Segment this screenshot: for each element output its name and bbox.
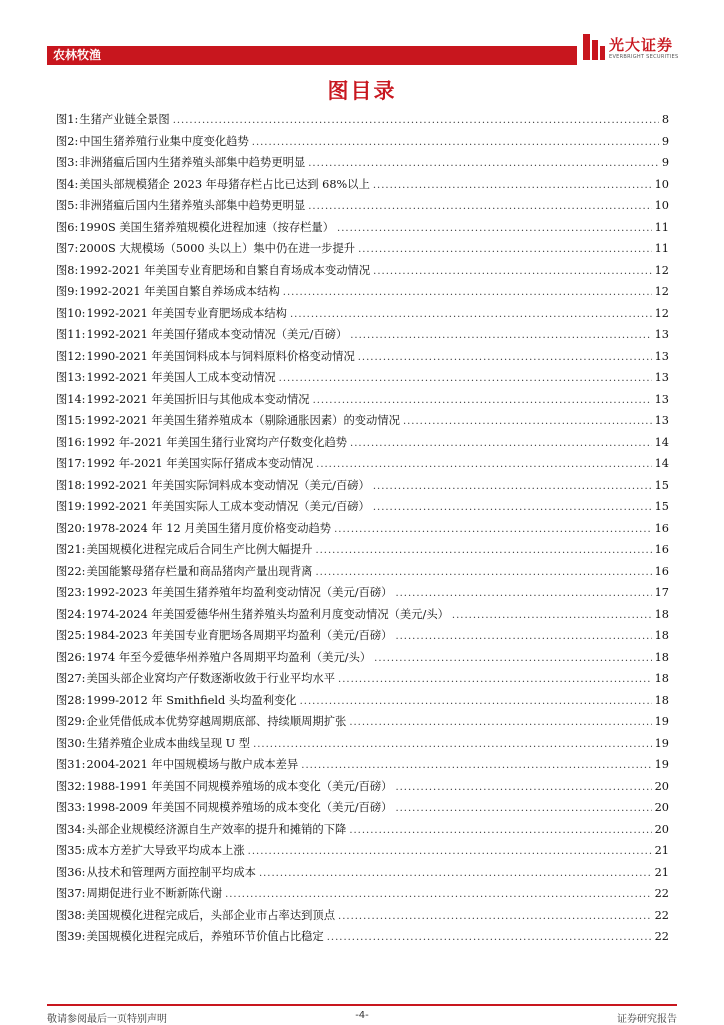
toc-figure-title: 1990S 美国生猪养殖规模化进程加速（按存栏量）	[79, 220, 335, 234]
toc-figure-label: 图8:	[56, 263, 79, 277]
toc-entry[interactable]	[56, 324, 669, 346]
toc-dot-leader	[395, 626, 651, 648]
toc-page-number: 9	[661, 134, 669, 148]
toc-figure-title: 美国规模化进程完成后合同生产比例大幅提升	[86, 543, 313, 556]
toc-page-number: 8	[661, 113, 669, 126]
toc-figure-label: 图21:	[56, 543, 86, 556]
toc-figure-label: 图3:	[56, 156, 79, 169]
toc-figure-label: 图4:	[56, 177, 79, 191]
toc-figure-title: 1992-2021 年美国专业育肥场和自繁自育场成本变动情况	[79, 263, 371, 277]
toc-dot-leader	[373, 476, 652, 498]
toc-page-number: 18	[654, 607, 669, 621]
page-footer	[47, 1000, 677, 1024]
toc-entry[interactable]	[56, 389, 669, 411]
toc-entry[interactable]	[56, 410, 669, 432]
brand-name-en: EVERBRIGHT SECURITIES	[609, 54, 679, 60]
toc-figure-title: 生猪产业链全景图	[79, 113, 170, 126]
toc-figure-title: 1999-2012 年 Smithfield 头均盈利变化	[86, 693, 297, 707]
toc-entry[interactable]	[56, 539, 669, 561]
toc-figure-title: 成本方差扩大导致平均成本上涨	[86, 844, 245, 857]
toc-figure-label: 图12:	[56, 349, 86, 363]
toc-figure-title: 1992-2021 年美国实际饲料成本变动情况（美元/百磅）	[86, 478, 370, 492]
toc-figure-title: 美国头部规模猪企 2023 年母猪存栏占比已达到 68%以上	[79, 177, 370, 191]
toc-figure-title: 2004-2021 年中国规模场与散户成本差异	[86, 758, 299, 771]
toc-figure-label: 图26:	[56, 650, 86, 664]
toc-entry[interactable]	[56, 905, 669, 927]
toc-figure-title: 1978-2024 年 12 月美国生猪月度价格变动趋势	[86, 521, 332, 535]
toc-figure-label: 图13:	[56, 371, 86, 384]
toc-dot-leader	[313, 390, 652, 412]
toc-entry[interactable]	[56, 367, 669, 389]
toc-figure-label: 图32:	[56, 779, 86, 793]
toc-figure-title: 企业凭借低成本优势穿越周期底部、持续顺周期扩张	[86, 715, 347, 728]
toc-entry[interactable]	[56, 453, 669, 475]
toc-dot-leader	[349, 820, 651, 842]
toc-page-number: 13	[654, 349, 669, 363]
toc-figure-title: 1992-2023 年美国生猪养殖年均盈利变动情况（美元/百磅）	[86, 586, 393, 599]
toc-entry[interactable]	[56, 840, 669, 862]
toc-dot-leader	[283, 282, 652, 304]
toc-figure-label: 图18:	[56, 478, 86, 492]
toc-entry[interactable]	[56, 819, 669, 841]
toc-dot-leader	[290, 304, 652, 326]
toc-page-number: 10	[654, 199, 669, 212]
brand-logo-icon	[583, 34, 605, 60]
toc-figure-label: 图22:	[56, 564, 86, 578]
toc-dot-leader	[308, 153, 659, 175]
toc-entry[interactable]	[56, 754, 669, 776]
footer-disclaimer: 敬请参阅最后一页特别声明	[47, 1014, 167, 1025]
toc-figure-title: 1984-2023 年美国专业育肥场各周期平均盈利（美元/百磅）	[86, 629, 393, 642]
toc-figure-label: 图28:	[56, 693, 86, 707]
toc-dot-leader	[403, 411, 652, 433]
toc-figure-label: 图5:	[56, 199, 79, 212]
toc-page-number: 11	[654, 242, 669, 255]
toc-entry[interactable]	[56, 862, 669, 884]
toc-figure-label: 图27:	[56, 672, 86, 685]
toc-entry[interactable]	[56, 346, 669, 368]
toc-entry[interactable]	[56, 281, 669, 303]
toc-figure-label: 图17:	[56, 457, 86, 470]
toc-dot-leader	[300, 691, 652, 713]
toc-page-number: 13	[654, 414, 669, 427]
toc-page-number: 15	[654, 478, 669, 492]
toc-figure-title: 1992-2021 年美国专业育肥场成本结构	[86, 306, 287, 320]
toc-entry[interactable]	[56, 152, 669, 174]
toc-figure-title: 美国规模化进程完成后，头部企业市占率达到顶点	[86, 908, 336, 922]
toc-dot-leader	[225, 884, 652, 906]
toc-figure-title: 1992 年-2021 年美国实际仔猪成本变动情况	[86, 457, 314, 470]
toc-dot-leader	[253, 734, 652, 756]
toc-page-number: 19	[654, 758, 669, 771]
toc-entry[interactable]	[56, 582, 669, 604]
section-label: 农林牧渔	[53, 48, 102, 62]
toc-dot-leader	[395, 583, 651, 605]
toc-page-number: 14	[654, 435, 669, 449]
toc-entry[interactable]	[56, 776, 669, 798]
toc-entry[interactable]	[56, 647, 669, 669]
toc-page-number: 13	[654, 328, 669, 341]
toc-figure-label: 图7:	[56, 242, 79, 255]
toc-page-number: 18	[654, 629, 669, 642]
toc-entry[interactable]	[56, 926, 669, 948]
toc-dot-leader	[301, 755, 651, 777]
toc-page-number: 22	[654, 930, 669, 943]
toc-dot-leader	[337, 218, 652, 240]
toc-entry[interactable]	[56, 260, 669, 282]
toc-page-number: 13	[654, 392, 669, 406]
toc-dot-leader	[315, 562, 651, 584]
toc-page-number: 18	[654, 650, 669, 664]
toc-page-number: 12	[654, 263, 669, 277]
toc-figure-title: 1974-2024 年美国爱德华州生猪养殖头均盈利月度变动情况（美元/头）	[86, 607, 449, 621]
toc-page-number: 18	[654, 693, 669, 707]
toc-figure-title: 2000S 大规模场（5000 头以上）集中仍在进一步提升	[79, 242, 356, 255]
toc-entry[interactable]	[56, 668, 669, 690]
toc-figure-label: 图2:	[56, 134, 79, 148]
toc-figure-title: 非洲猪瘟后国内生猪养殖头部集中趋势更明显	[79, 156, 306, 169]
toc-page-number: 15	[654, 500, 669, 513]
toc-dot-leader	[308, 196, 651, 218]
toc-figure-label: 图16:	[56, 435, 86, 449]
toc-dot-leader	[350, 325, 651, 347]
toc-figure-title: 1974 年至今爱德华州养殖户各周期平均盈利（美元/头）	[86, 650, 372, 664]
toc-page-number: 22	[654, 887, 669, 900]
toc-page-number: 10	[654, 177, 669, 191]
toc-entry[interactable]	[56, 131, 669, 153]
toc-entry[interactable]	[56, 711, 669, 733]
toc-entry[interactable]	[56, 174, 669, 196]
toc-dot-leader	[358, 239, 652, 261]
toc-figure-label: 图9:	[56, 285, 79, 298]
toc-figure-label: 图38:	[56, 908, 86, 922]
footer-rule	[47, 1004, 677, 1006]
toc-page-number: 16	[654, 543, 669, 556]
toc-dot-leader	[395, 777, 651, 799]
toc-figure-title: 美国头部企业窝均产仔数逐渐收敛于行业平均水平	[86, 672, 336, 685]
toc-entry[interactable]	[56, 195, 669, 217]
toc-figure-title: 1992-2021 年美国仔猪成本变动情况（美元/百磅）	[86, 328, 348, 341]
toc-page-number: 20	[654, 822, 669, 836]
toc-entry[interactable]	[56, 303, 669, 325]
toc-dot-leader	[315, 540, 651, 562]
toc-dot-leader	[252, 132, 659, 154]
toc-figure-label: 图35:	[56, 844, 86, 857]
toc-figure-title: 1988-1991 年美国不同规模养殖场的成本变化（美元/百磅）	[86, 779, 393, 793]
toc-figure-label: 图25:	[56, 629, 86, 642]
toc-page-number: 19	[654, 736, 669, 750]
toc-entry[interactable]	[56, 217, 669, 239]
toc-figure-label: 图19:	[56, 500, 86, 513]
toc-dot-leader	[279, 368, 652, 390]
toc-page-number: 22	[654, 908, 669, 922]
toc-page-number: 12	[654, 306, 669, 320]
toc-entry[interactable]	[56, 518, 669, 540]
toc-dot-leader	[338, 669, 652, 691]
toc-figure-title: 头部企业规模经济源自生产效率的提升和摊销的下降	[86, 822, 347, 836]
toc-page-number: 11	[654, 220, 669, 234]
toc-figure-label: 图34:	[56, 822, 86, 836]
toc-dot-leader	[327, 927, 652, 949]
toc-figure-label: 图33:	[56, 801, 86, 814]
toc-figure-label: 图29:	[56, 715, 86, 728]
toc-dot-leader	[173, 110, 659, 132]
toc-figure-label: 图31:	[56, 758, 86, 771]
toc-figure-title: 1992-2021 年美国折旧与其他成本变动情况	[86, 392, 310, 406]
toc-dot-leader	[395, 798, 651, 820]
toc-page-number: 18	[654, 672, 669, 685]
toc-figure-label: 图37:	[56, 887, 86, 900]
toc-figure-label: 图14:	[56, 392, 86, 406]
page-title: 图目录	[327, 79, 397, 103]
toc-figure-title: 1998-2009 年美国不同规模养殖场的成本变化（美元/百磅）	[86, 801, 393, 814]
toc-figure-label: 图6:	[56, 220, 79, 234]
toc-figure-title: 1992-2021 年美国人工成本变动情况	[86, 371, 276, 384]
figure-table-of-contents	[56, 109, 669, 948]
toc-figure-label: 图1:	[56, 113, 79, 126]
brand-name-cn: 光大证券	[609, 36, 674, 54]
toc-entry[interactable]	[56, 733, 669, 755]
toc-figure-title: 1992-2021 年美国自繁自养场成本结构	[79, 285, 280, 298]
brand-logo	[577, 30, 691, 66]
toc-dot-leader	[248, 841, 652, 863]
toc-dot-leader	[373, 497, 652, 519]
toc-figure-label: 图39:	[56, 930, 86, 943]
toc-page-number: 9	[661, 156, 669, 169]
toc-page-number: 17	[654, 586, 669, 599]
footer-report-type: 证券研究报告	[617, 1014, 677, 1025]
toc-entry[interactable]	[56, 625, 669, 647]
toc-dot-leader	[350, 433, 652, 455]
toc-page-number: 20	[654, 801, 669, 814]
toc-page-number: 19	[654, 715, 669, 728]
toc-figure-label: 图30:	[56, 736, 86, 750]
toc-dot-leader	[316, 454, 651, 476]
toc-dot-leader	[334, 519, 652, 541]
toc-figure-title: 美国能繁母猪存栏量和商品猪肉产量出现背离	[86, 564, 313, 578]
toc-entry[interactable]	[56, 561, 669, 583]
toc-figure-title: 美国规模化进程完成后，养殖环节价值占比稳定	[86, 930, 324, 943]
toc-page-number: 12	[654, 285, 669, 298]
toc-figure-label: 图36:	[56, 865, 86, 879]
toc-figure-title: 非洲猪瘟后国内生猪养殖头部集中趋势更明显	[79, 199, 306, 212]
toc-dot-leader	[373, 261, 651, 283]
toc-figure-title: 1992 年-2021 年美国生猪行业窝均产仔数变化趋势	[86, 435, 348, 449]
toc-figure-label: 图20:	[56, 521, 86, 535]
toc-page-number: 14	[654, 457, 669, 470]
toc-entry[interactable]	[56, 883, 669, 905]
toc-entry[interactable]	[56, 432, 669, 454]
toc-page-number: 21	[654, 844, 669, 857]
toc-dot-leader	[358, 347, 652, 369]
toc-entry[interactable]	[56, 475, 669, 497]
toc-figure-label: 图23:	[56, 586, 86, 599]
toc-dot-leader	[374, 648, 651, 670]
toc-dot-leader	[349, 712, 651, 734]
page-number: -4-	[355, 1010, 369, 1021]
toc-figure-label: 图10:	[56, 306, 86, 320]
toc-dot-leader	[259, 863, 652, 885]
toc-page-number: 13	[654, 371, 669, 384]
toc-entry[interactable]	[56, 109, 669, 131]
toc-page-number: 16	[654, 521, 669, 535]
toc-page-number: 16	[654, 564, 669, 578]
toc-page-number: 21	[654, 865, 669, 879]
toc-figure-label: 图24:	[56, 607, 86, 621]
toc-figure-title: 中国生猪养殖行业集中度变化趋势	[79, 134, 249, 148]
page-header	[0, 0, 724, 70]
toc-figure-title: 周期促进行业不断新陈代谢	[86, 887, 223, 900]
toc-figure-title: 生猪养殖企业成本曲线呈现 U 型	[86, 736, 251, 750]
toc-entry[interactable]	[56, 690, 669, 712]
toc-figure-label: 图15:	[56, 414, 86, 427]
toc-entry[interactable]	[56, 496, 669, 518]
toc-entry[interactable]	[56, 797, 669, 819]
toc-entry[interactable]	[56, 238, 669, 260]
toc-figure-title: 1990-2021 年美国饲料成本与饲料原料价格变动情况	[86, 349, 355, 363]
toc-entry[interactable]	[56, 604, 669, 626]
toc-dot-leader	[338, 906, 652, 928]
toc-figure-title: 从技术和管理两方面控制平均成本	[86, 865, 256, 879]
toc-page-number: 20	[654, 779, 669, 793]
toc-figure-label: 图11:	[56, 328, 86, 341]
toc-dot-leader	[452, 605, 652, 627]
toc-figure-title: 1992-2021 年美国生猪养殖成本（剔除通胀因素）的变动情况	[86, 414, 400, 427]
toc-dot-leader	[373, 175, 652, 197]
toc-figure-title: 1992-2021 年美国实际人工成本变动情况（美元/百磅）	[86, 500, 370, 513]
